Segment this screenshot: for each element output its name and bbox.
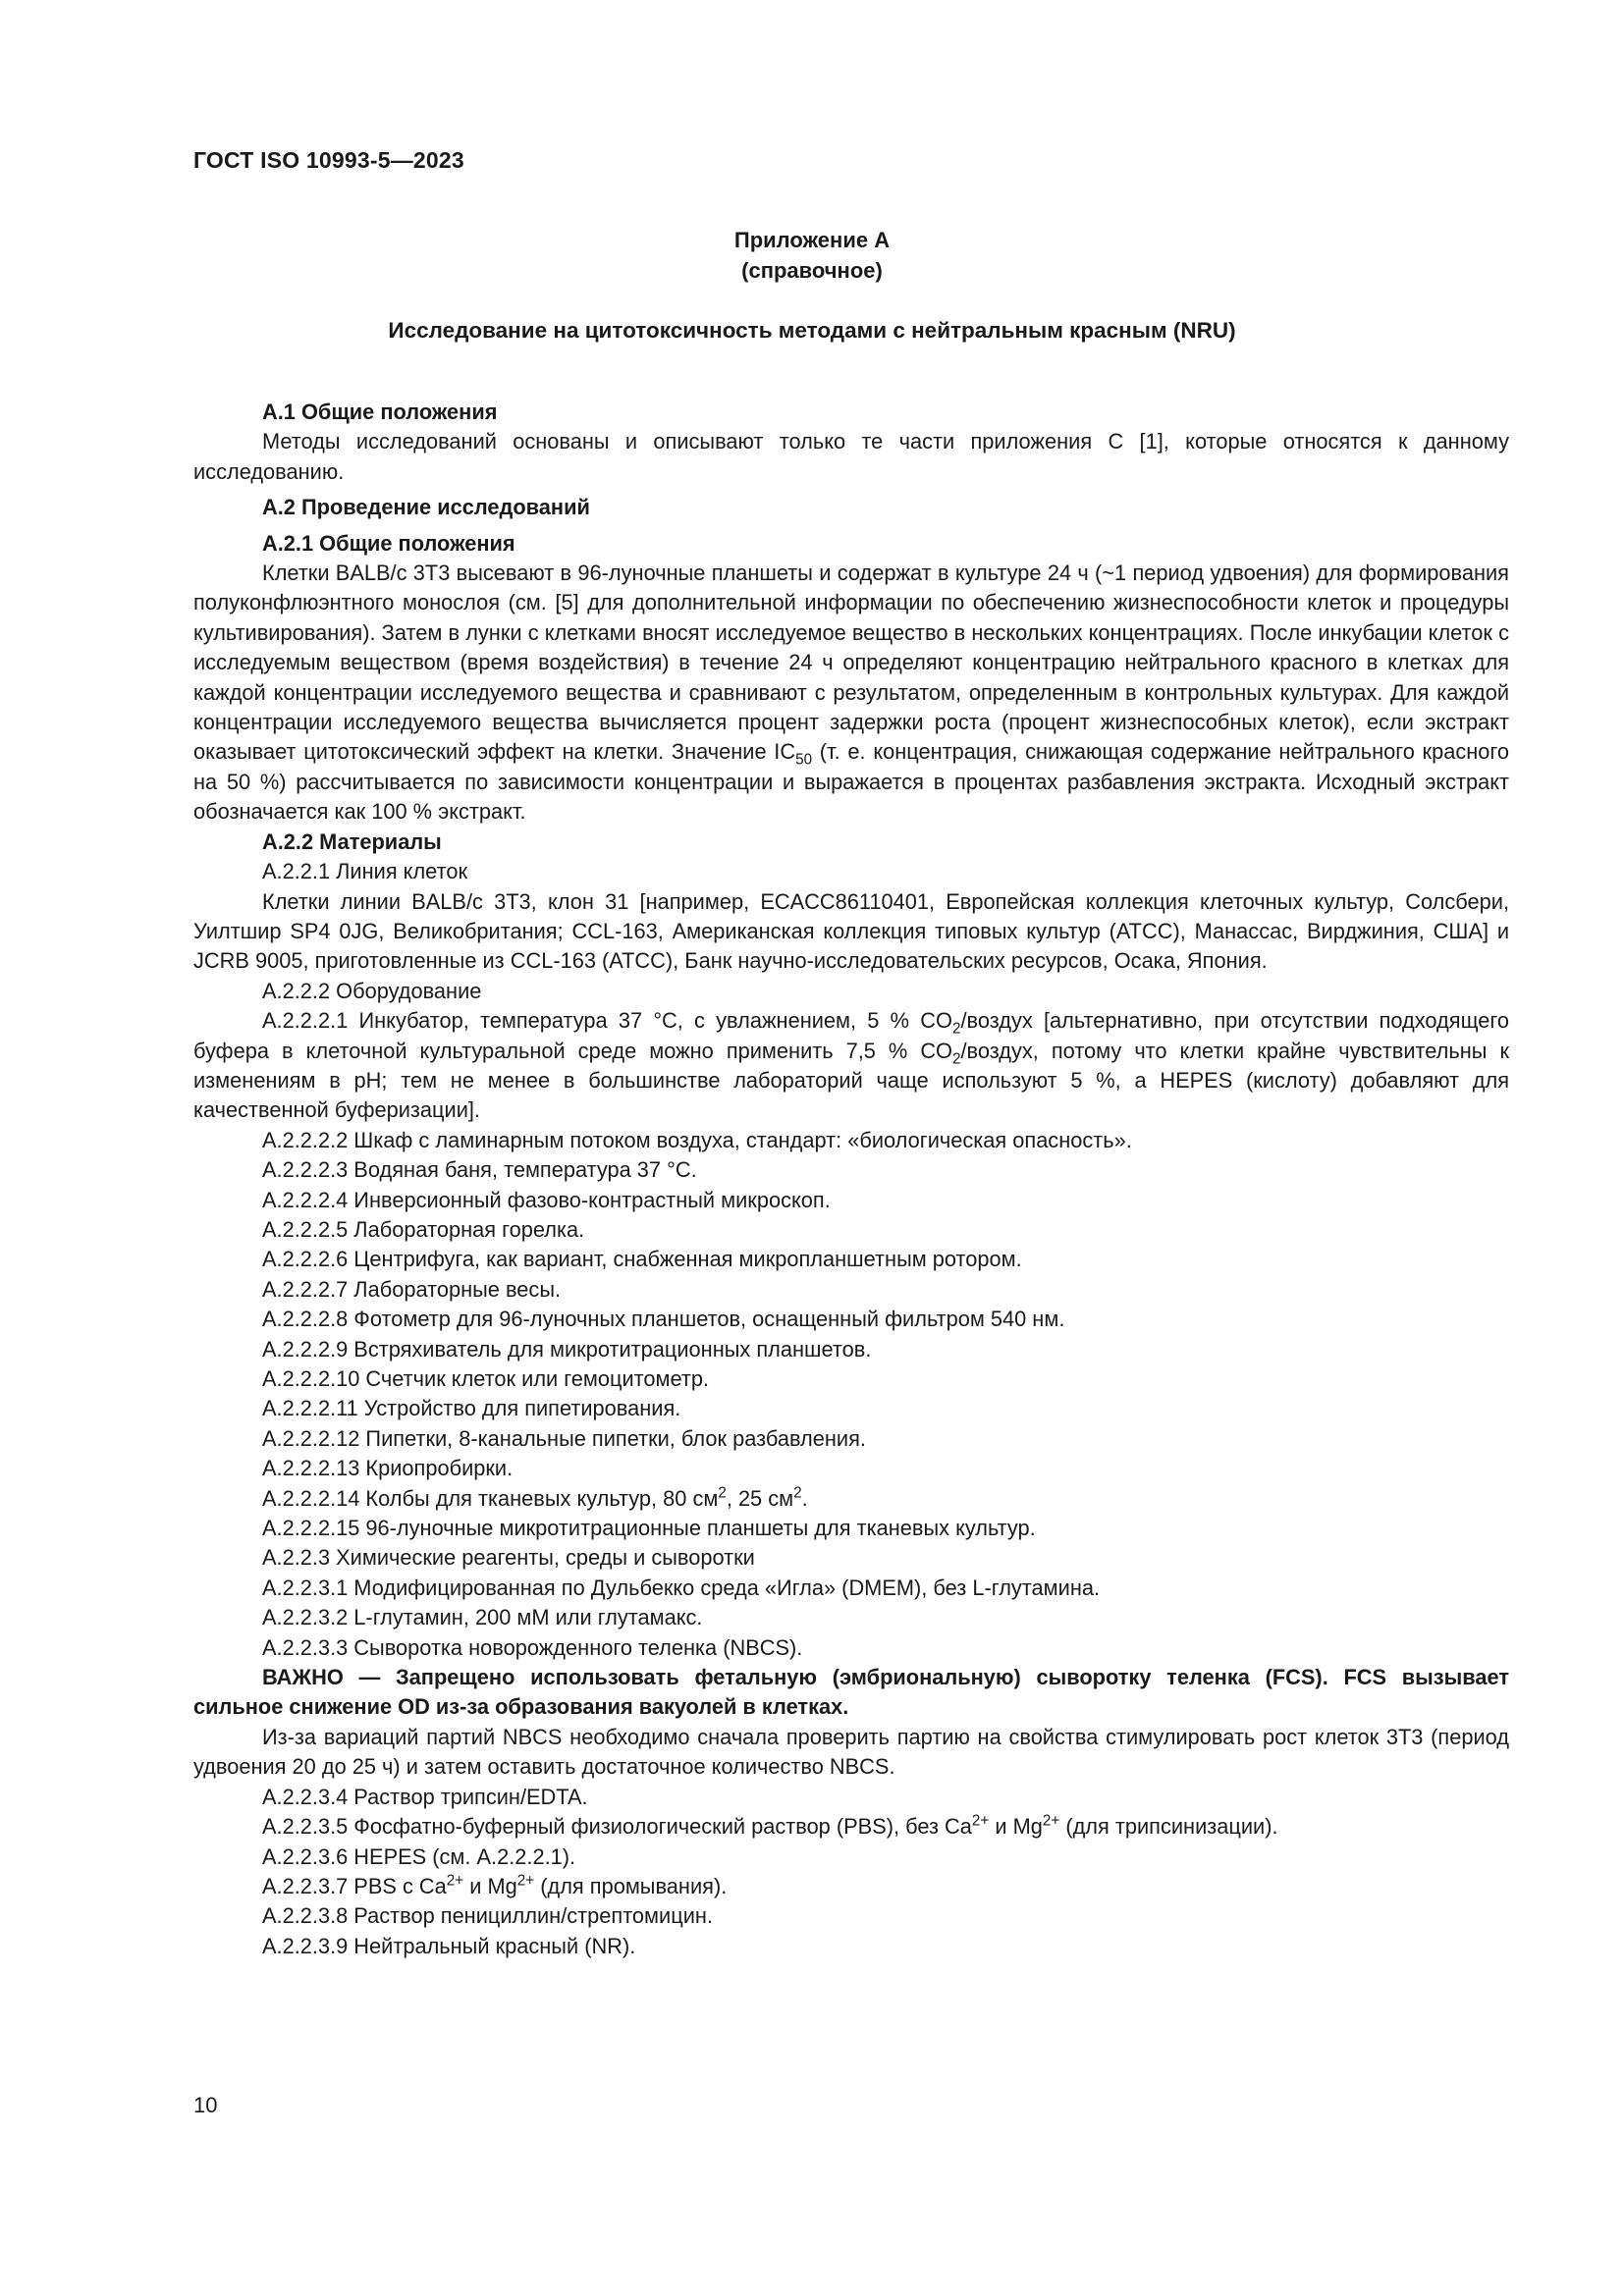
reagent-item: А.2.2.3.8 Раствор пенициллин/стрептомицин. [262,1903,713,1929]
item-a2237-part1: А.2.2.3.7 PBS с Ca [262,1873,447,1898]
item-a2237 [193,1872,1509,1901]
section-heading-a21: А.2.1 Общие положения [262,530,515,556]
equipment-item: А.2.2.2.9 Встряхиватель для микротитрационных планшетов. [262,1336,872,1362]
ion-charge-superscript: 2+ [516,1872,535,1890]
section-heading-a1: А.1 Общие положения [262,400,498,424]
item-a2235-part3: (для трипсинизации). [1059,1814,1278,1840]
equipment-item: А.2.2.2.12 Пипетки, 8-канальные пипетки, блок разбавления. [262,1425,866,1451]
equipment-item: А.2.2.2.5 Лабораторная горелка. [262,1216,585,1242]
cm2-superscript: 2 [793,1484,802,1502]
item-a22214-part3: . [801,1485,808,1511]
ic50-subscript: 50 [795,751,813,769]
equipment-item: А.2.2.2.15 96-луночные микротитрационные планшеты для тканевых культур. [262,1516,1036,1541]
item-a22214-part2: , 25 см [726,1485,794,1511]
subsection-a223: А.2.2.3 Химические реагенты, среды и сыворотки [262,1545,755,1571]
reagent-item: А.2.2.3.2 L-глутамин, 200 мМ или глутамакс. [262,1605,703,1630]
equipment-item: А.2.2.2.4 Инверсионный фазово-контрастный микроскоп. [262,1187,831,1212]
equipment-item: А.2.2.2.3 Водяная баня, температура 37 °С. [262,1157,697,1183]
warning-note: ВАЖНО — Запрещено использовать фетальную (эмбриональную) сыворотку теленка (FCS). FCS вызывает сильное снижение OD из-за образования вакуолей в клетках. [193,1665,1509,1720]
item-a2235-part2: и Mg [989,1814,1043,1840]
section-heading-a2: А.2 Проведение исследований [262,495,590,520]
item-a22214 [193,1484,1509,1514]
equipment-item: А.2.2.2.11 Устройство для пипетирования. [262,1396,681,1421]
paragraph-a21-part2: (т. е. концентрация, снижающая содержание нейтрального красного на 50 %) рассчитывается по зависимости концентрации и выражается в процентах разбавления экстракта. Исходный экстракт обозначается как 100 % экстракт. [193,739,1509,825]
equipment-item: А.2.2.2.2 Шкаф с ламинарным потоком воздуха, стандарт: «биологическая опасность». [262,1127,1132,1152]
reagent-item: А.2.2.3.6 HEPES (см. А.2.2.2.1). [262,1843,576,1869]
annex-heading [193,225,1431,286]
reagent-item: А.2.2.3.9 Нейтральный красный (NR). [262,1933,636,1958]
reagent-item: А.2.2.3.1 Модифицированная по Дульбекко среда «Игла» (DMEM), без L-глутамина. [262,1575,1101,1600]
ion-charge-superscript: 2+ [446,1872,464,1890]
equipment-item: А.2.2.2.7 Лабораторные весы. [262,1276,562,1302]
item-a2221-part2: /воздух [альтернативно, при отсутствии подходящего буфера в клеточной культуральной среде можно применить 7,5 % CO [193,1008,1509,1063]
ion-charge-superscript: 2+ [971,1812,990,1830]
document-code-header: ГОСТ ISO 10993-5—2023 [193,147,464,173]
annex-status: (справочное) [741,258,883,283]
co2-subscript: 2 [952,1049,961,1067]
nbcs-note: Из-за вариаций партий NBCS необходимо сначала проверить партию на свойства стимулировать рост клеток 3T3 (период удвоения 20 до 25 ч) и затем оставить достаточное количество NBCS. [193,1724,1509,1780]
co2-subscript: 2 [951,1020,961,1038]
subsection-a222: А.2.2.2 Оборудование [262,978,482,1003]
reagent-item: А.2.2.3.4 Раствор трипсин/EDTA. [262,1784,588,1809]
reagent-item: А.2.2.3.3 Сыворотка новорожденного теленка (NBCS). [262,1634,803,1660]
section-heading-a22: А.2.2 Материалы [262,828,442,854]
page-number: 10 [193,2093,218,2117]
item-a2221 [193,1006,1509,1126]
item-a2237-part2: и Mg [463,1873,517,1898]
paragraph-a221: Клетки линии BALB/c 3T3, клон 31 [например, ECACC86110401, Европейская коллекция клеточных культур, Солсбери, Уилтшир SP4 0JG, Великобритания; CCL-163, Американская коллекция типовых культур (АТСС), Манассас, Вирджиния, США] и JCRB 9005, приготовленные из CCL-163 (АТСС), Банк научно-исследовательских ресурсов, Осака, Япония. [193,888,1509,974]
item-a22214-part1: А.2.2.2.14 Колбы для тканевых культур, 80 см [262,1485,719,1511]
equipment-item: А.2.2.2.6 Центрифуга, как вариант, снабженная микропланшетным ротором. [262,1247,1022,1272]
equipment-item: А.2.2.2.8 Фотометр для 96-луночных планшетов, оснащенный фильтром 540 нм. [262,1307,1065,1332]
cm2-superscript: 2 [718,1484,727,1502]
paragraph-a1: Методы исследований основаны и описывают только те части приложения С [1], которые относятся к данному исследованию. [193,429,1509,484]
document-body [193,398,1509,1961]
annex-label: Приложение А [733,228,891,252]
paragraph-a21-part1: Клетки BALB/c 3T3 высевают в 96-луночные планшеты и содержат в культуре 24 ч (~1 период удвоения) для формирования полуконфлюэнтного монослоя (см. [5] для дополнительной информации по обеспечению жизнеспособности клеток и процедуры культивирования). Затем в лунки с клетками вносят исследуемое вещество в нескольких концентрациях. После инкубации клеток с исследуемым веществом (время воздействия) в течение 24 ч определяют концентрацию нейтрального красного в клетках для каждой концентрации исследуемого вещества и сравнивают с результатом, определенным в контрольных культурах. Для каждой концентрации исследуемого вещества вычисляется процент задержки роста (процент жизнеспособных клеток), если экстракт оказывает цитотоксический эффект на клетки. Значение IC [193,561,1509,765]
subsection-a221: А.2.2.1 Линия клеток [262,859,467,884]
ion-charge-superscript: 2+ [1042,1812,1060,1830]
equipment-item: А.2.2.2.13 Криопробирки. [262,1456,514,1481]
item-a2221-part1: А.2.2.2.1 Инкубатор, температура 37 °С, с увлажнением, 5 % CO [262,1008,952,1034]
item-a2221-part3: /воздух, потому что клетки крайне чувствительны к изменениям в pH; тем не менее в большинстве лабораторий чаще используют 5 %, а HEPES (кислоту) добавляют для качественной буферизации]. [193,1038,1509,1123]
equipment-item: А.2.2.2.10 Счетчик клеток или гемоцитометр. [262,1366,710,1391]
annex-title: Исследование на цитотоксичность методами с нейтральным красным (NRU) [388,318,1236,343]
item-a2237-part3: (для промывания). [534,1873,728,1898]
item-a2235-part1: А.2.2.3.5 Фосфатно-буферный физиологический раствор (PBS), без Ca [262,1814,972,1840]
paragraph-a21 [193,559,1509,828]
item-a2235 [193,1812,1509,1842]
